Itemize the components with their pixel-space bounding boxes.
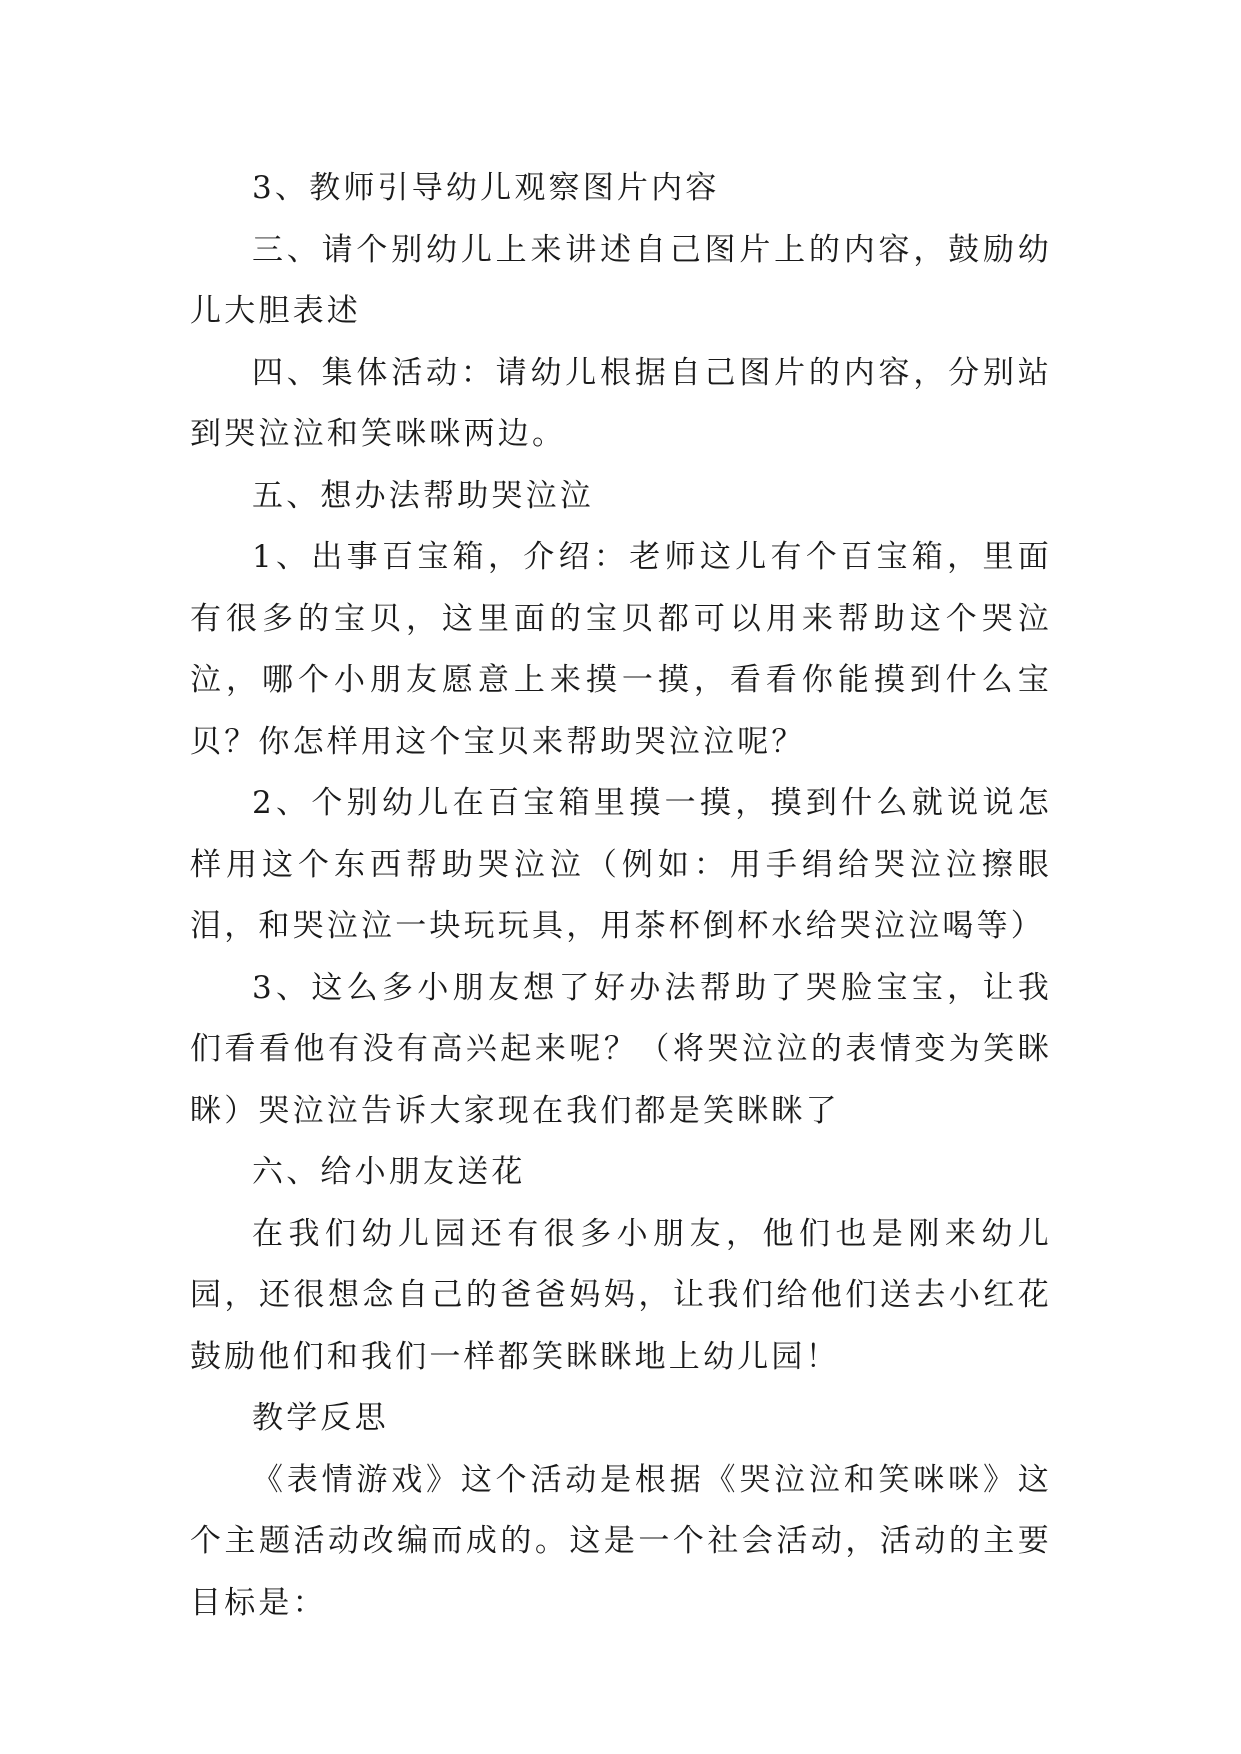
paragraph-reflection-body: 《表情游戏》这个活动是根据《哭泣泣和笑咪咪》这个主题活动改编而成的。这是一个社会活动，活动的主要目标是：: [190, 1461, 1052, 1621]
paragraph-section-3: 三、请个别幼儿上来讲述自己图片上的内容，鼓励幼儿大胆表述: [190, 231, 1052, 329]
paragraph-step-3-observe: 3、教师引导幼儿观察图片内容: [252, 170, 720, 206]
paragraph-step-1-treasure-box: 1、出事百宝箱，介绍：老师这儿有个百宝箱，里面有很多的宝贝，这里面的宝贝都可以用来帮助这个哭泣泣，哪个小朋友愿意上来摸一摸，看看你能摸到什么宝贝？你怎样用这个宝贝来帮助哭泣泣呢？: [190, 539, 1052, 760]
paragraph-step-2-touch: 2、个别幼儿在百宝箱里摸一摸，摸到什么就说说怎样用这个东西帮助哭泣泣（例如：用手绢给哭泣泣擦眼泪，和哭泣泣一块玩玩具，用茶杯倒杯水给哭泣泣喝等）: [190, 785, 1052, 944]
paragraph-reflection-heading: 教学反思: [252, 1400, 389, 1436]
paragraph-step-3-happy: 3、这么多小朋友想了好办法帮助了哭脸宝宝，让我们看看他有没有高兴起来呢？（将哭泣泣的表情变为笑眯眯）哭泣泣告诉大家现在我们都是笑眯眯了: [190, 969, 1052, 1129]
paragraph-section-5-heading: 五、想办法帮助哭泣泣: [252, 477, 594, 514]
document-body: [190, 158, 1052, 1634]
paragraph-section-6-heading: 六、给小朋友送花: [252, 1154, 526, 1190]
paragraph-section-4: 四、集体活动：请幼儿根据自己图片的内容，分别站到哭泣泣和笑咪咪两边。: [190, 354, 1052, 452]
paragraph-send-flowers: 在我们幼儿园还有很多小朋友，他们也是刚来幼儿园，还很想念自己的爸爸妈妈，让我们给他们送去小红花鼓励他们和我们一样都笑眯眯地上幼儿园！: [190, 1215, 1052, 1375]
